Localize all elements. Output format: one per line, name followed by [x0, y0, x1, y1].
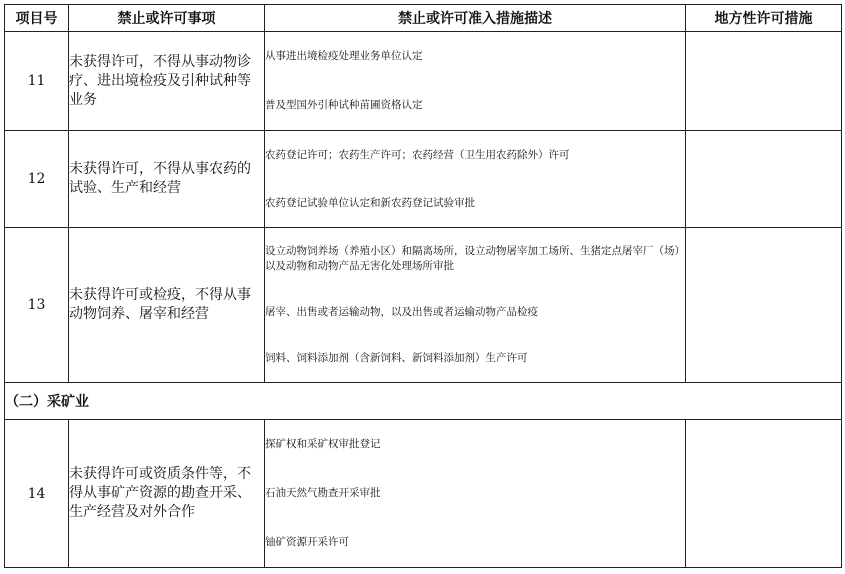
description-line: 铀矿资源开采许可 — [265, 536, 349, 548]
table-row — [5, 420, 842, 568]
section-row — [5, 383, 842, 420]
header-row — [5, 5, 842, 32]
description-line: 普及型国外引种试种苗圃资格认定 — [265, 99, 423, 111]
item-number: 13 — [5, 228, 69, 383]
item-number: 11 — [5, 32, 69, 131]
item-description — [265, 131, 686, 228]
item-local-measure — [686, 131, 842, 228]
item-local-measure — [686, 32, 842, 131]
description-line: 从事进出境检疫处理业务单位认定 — [265, 50, 423, 62]
item-matter: 未获得许可或检疫，不得从事动物饲养、屠宰和经营 — [69, 228, 265, 383]
item-description — [265, 32, 686, 131]
table-row — [5, 131, 842, 228]
description-line: 饲料、饲料添加剂（含新饲料、新饲料添加剂）生产许可 — [265, 352, 528, 365]
description-line: 农药登记许可；农药生产许可；农药经营（卫生用农药除外）许可 — [265, 148, 570, 161]
item-number: 12 — [5, 131, 69, 228]
item-matter: 未获得许可或资质条件等，不得从事矿产资源的勘查开采、生产经营及对外合作 — [69, 420, 265, 568]
description-line: 农药登记试验单位认定和新农药登记试验审批 — [265, 196, 475, 209]
description-line: 石油天然气勘查开采审批 — [265, 487, 381, 499]
description-line: 探矿权和采矿权审批登记 — [265, 438, 381, 450]
description-line: 屠宰、出售或者运输动物，以及出售或者运输动物产品检疫 — [265, 305, 538, 318]
item-number: 14 — [5, 420, 69, 568]
table-row — [5, 228, 842, 383]
header-matter: 禁止或许可事项 — [69, 5, 265, 32]
item-local-measure — [686, 420, 842, 568]
header-description: 禁止或许可准入措施描述 — [265, 5, 686, 32]
header-item-number: 项目号 — [5, 5, 69, 32]
table-row — [5, 32, 842, 131]
item-matter: 未获得许可，不得从事动物诊疗、进出境检疫及引种试种等业务 — [69, 32, 265, 131]
section-heading: （二）采矿业 — [5, 383, 842, 420]
description-line: 设立动物饲养场（养殖小区）和隔离场所，设立动物屠宰加工场所、生猪定点屠宰厂（场）以及动物和动物产品无害化处理场所审批 — [265, 244, 685, 272]
item-local-measure — [686, 228, 842, 383]
item-matter: 未获得许可，不得从事农药的试验、生产和经营 — [69, 131, 265, 228]
item-description — [265, 228, 686, 383]
header-local-measure: 地方性许可措施 — [686, 5, 842, 32]
regulation-table — [4, 4, 842, 568]
item-description — [265, 420, 686, 568]
